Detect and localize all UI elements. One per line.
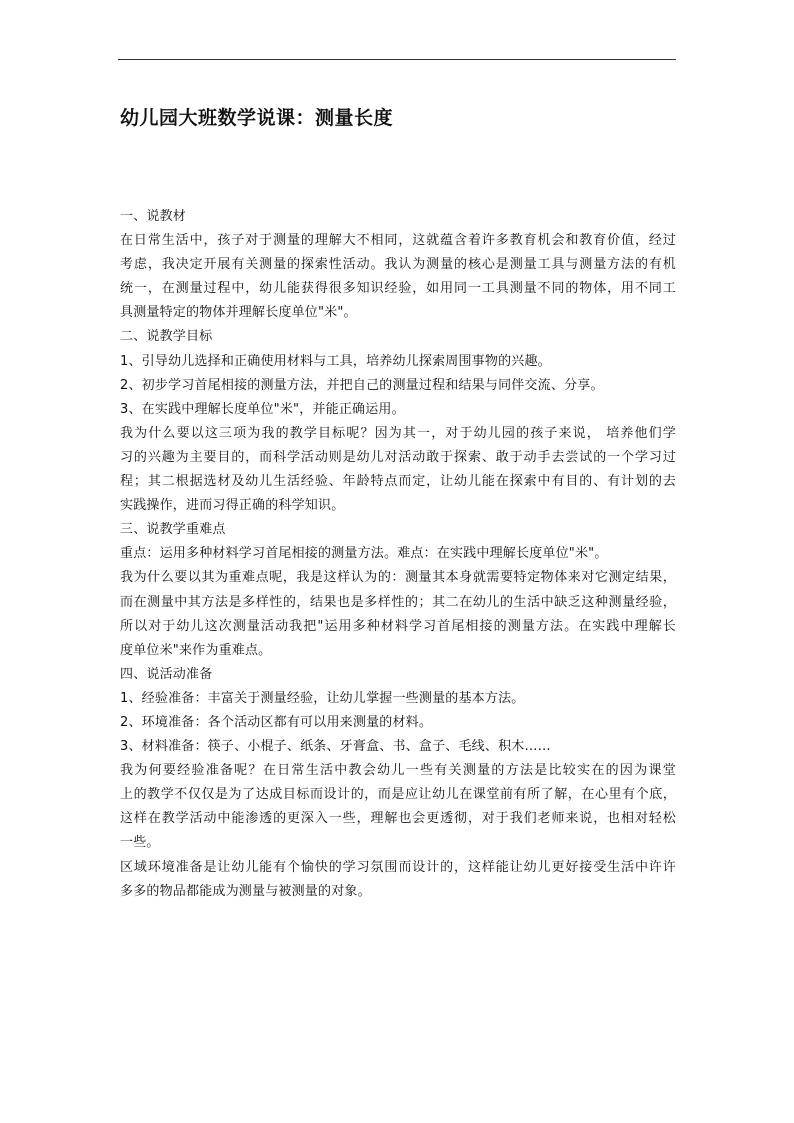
paragraph-line: 这样在教学活动中能渗透的更深入一些，理解也会更透彻，对于我们老师来说，也相对轻松 [120,811,676,827]
section-heading-key-points: 三、说教学重难点 [120,522,226,538]
section-heading-activity-preparation: 四、说活动准备 [120,666,213,682]
paragraph-line: 在日常生活中，孩子对于测量的理解大不相同，这就蕴含着许多教育机会和教育价值，经过 [120,233,676,249]
list-item: 1、引导幼儿选择和正确使用材料与工具，培养幼儿探索周围事物的兴趣。 [120,353,551,369]
paragraph-line: 我为什么要以这三项为我的教学目标呢？因为其一，对于幼儿园的孩子来说， 培养他们学 [120,425,676,441]
header-rule [118,59,676,60]
paragraph-line: 习的兴趣为主要目的，而科学活动则是幼儿对活动敢于探索、敢于动手去尝试的一个学习过 [120,449,676,465]
list-item: 2、初步学习首尾相接的测量方法，并把自己的测量过程和结果与同伴交流、分享。 [120,377,604,393]
paragraph-line: 实践操作，进而习得正确的科学知识。 [120,498,345,514]
paragraph-line: 考虑，我决定开展有关测量的探索性活动。我认为测量的核心是测量工具与测量方法的有机 [120,257,676,273]
document-title: 幼儿园大班数学说课：测量长度 [120,107,394,129]
list-item: 1、经验准备：丰富关于测量经验，让幼儿掌握一些测量的基本方法。 [120,690,525,706]
paragraph-line: 我为何要经验准备呢？在日常生活中教会幼儿一些有关测量的方法是比较实在的因为课堂 [120,763,676,779]
paragraph-line: 程；其二根据选材及幼儿生活经验、年龄特点而定，让幼儿能在探索中有目的、有计划的去 [120,474,676,490]
paragraph-line: 多多的物品都能成为测量与被测量的对象。 [120,883,371,899]
paragraph-line: 而在测量中其方法是多样性的，结果也是多样性的；其二在幼儿的生活中缺乏这种测量经验， [120,594,676,610]
paragraph-line: 具测量特定的物体并理解长度单位"米"。 [120,305,357,321]
list-item: 2、环境准备：各个活动区都有可以用来测量的材料。 [120,714,433,730]
paragraph-line: 区域环境准备是让幼儿能有个愉快的学习氛围而设计的，这样能让幼儿更好接受生活中许许 [120,859,676,875]
paragraph-line: 统一，在测量过程中，幼儿能获得很多知识经验，如用同一工具测量不同的物体，用不同工 [120,281,676,297]
list-item: 3、材料准备：筷子、小棍子、纸条、牙膏盒、书、盒子、毛线、积木…… [120,739,551,755]
paragraph-line: 一些。 [120,835,160,851]
paragraph-line: 度单位米"来作为重难点。 [120,642,272,658]
section-heading-teaching-goals: 二、说教学目标 [120,329,213,345]
document-body [120,205,676,904]
paragraph-line: 所以对于幼儿这次测量活动我把"运用多种材料学习首尾相接的测量方法。在实践中理解长 [120,618,676,634]
list-item: 3、在实践中理解长度单位"米"，并能正确运用。 [120,401,405,417]
section-heading-teaching-material: 一、说教材 [120,209,187,224]
paragraph-line: 我为什么要以其为重难点呢，我是这样认为的：测量其本身就需要特定物体来对它测定结果， [120,570,676,586]
paragraph-line: 上的教学不仅仅是为了达成目标而设计的，而是应让幼儿在课堂前有所了解，在心里有个底， [120,787,676,803]
paragraph-line: 重点：运用多种材料学习首尾相接的测量方法。难点：在实践中理解长度单位"米"。 [120,546,608,562]
